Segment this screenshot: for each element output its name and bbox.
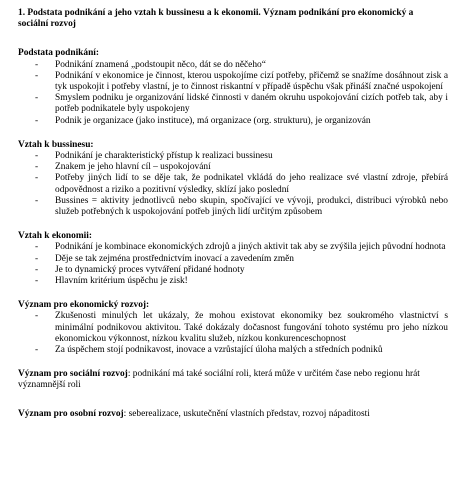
list-item: - Podnikání znamená „podstoupit něco, dát se do něčeho“ [18,60,448,71]
section-ekonomicky-rozvoj [18,300,448,356]
section-heading: Význam pro sociální rozvoj [18,369,128,380]
section-ekonomie [18,231,448,287]
list-item: - Podnikání je kombinace ekonomických zdrojů a jiných aktivit tak aby se zvýšila jejich původní hodnota [18,242,448,253]
list-item: - Znakem je jeho hlavní cíl – uspokojování [18,162,448,173]
section-podstata [18,48,448,126]
list-item: - Podnikání v ekonomice je činnost, kterou uspokojíme cizí potřeby, přičemž se snažíme dosáhnout zisk a tyk uspokojit i potřeby vlastní, je to činnost riskantní v případě úspěchu však přináší značné uspokojení [18,71,448,93]
section-heading: Podstata podnikání: [18,48,100,59]
list-item: - Je to dynamický proces vytváření přidané hodnoty [18,265,448,276]
bullet-list [18,60,448,127]
section-heading: Význam pro ekonomický rozvoj: [18,300,150,311]
personal-development-paragraph [18,409,448,420]
list-item: - Smyslem podniku je organizování lidské činnosti v daném okruhu uspokojování cizích potřeb tak, aby i potřeb podnikatele byly uspokojeny [18,93,448,115]
list-item: - Potřeby jiných lidí to se děje tak, že podnikatel vkládá do jeho realizace své vlastní zdroje, přebírá odpovědnost a riziko a pozitivní výsledky, sklízí jako poslední [18,173,448,195]
paragraph-text: : podnikání má také sociální roli, která může v určitém čase nebo regionu hrát významnější roli [18,369,420,391]
bullet-list [18,151,448,218]
bullet-list [18,311,448,356]
document-title: 1. Podstata podnikání a jeho vztah k bussinesu a k ekonomii. Význam podnikání pro ekonomický a sociální rozvoj [18,8,414,30]
social-development-paragraph [18,369,448,391]
section-heading: Vztah k bussinesu: [18,139,94,150]
bullet-list [18,242,448,287]
paragraph-text: : seberealizace, uskutečnění vlastních představ, rozvoj nápaditosti [123,408,370,419]
list-item: - Bussines = aktivity jednotlivců nebo skupin, spočívající ve vývoji, produkci, distribuci výrobků nebo služeb potřebných k uspokojování potřeb jiných lidí určitým způsobem [18,196,448,218]
list-item: - Za úspěchem stojí podnikavost, inovace a vzrůstající úloha malých a středních podniků [18,345,448,356]
list-item: - Podnikání je charakteristický přístup k realizaci bussinesu [18,151,448,162]
list-item: - Zkušenosti minulých let ukázaly, že mohou existovat ekonomiky bez soukromého vlastnictví s minimální podnikovou aktivitou. Také dokázaly dočasnost fungování tohoto systému pro jeho nízkou ekonomickou výkonnost, nízkou kvalitu služeb, nízkou konkurenceschopnost [18,311,448,345]
list-item: - Podnik je organizace (jako instituce), má organizace (org. strukturu), je organizován [18,116,448,127]
section-heading: Význam pro osobní rozvoj [18,408,124,419]
section-bussines [18,140,448,218]
list-item: - Hlavním kritérium úspěchu je zisk! [18,276,448,287]
list-item: - Děje se tak zejména prostřednictvím inovací a zavedením změn [18,254,448,265]
section-heading: Vztah k ekonomii: [18,231,92,242]
